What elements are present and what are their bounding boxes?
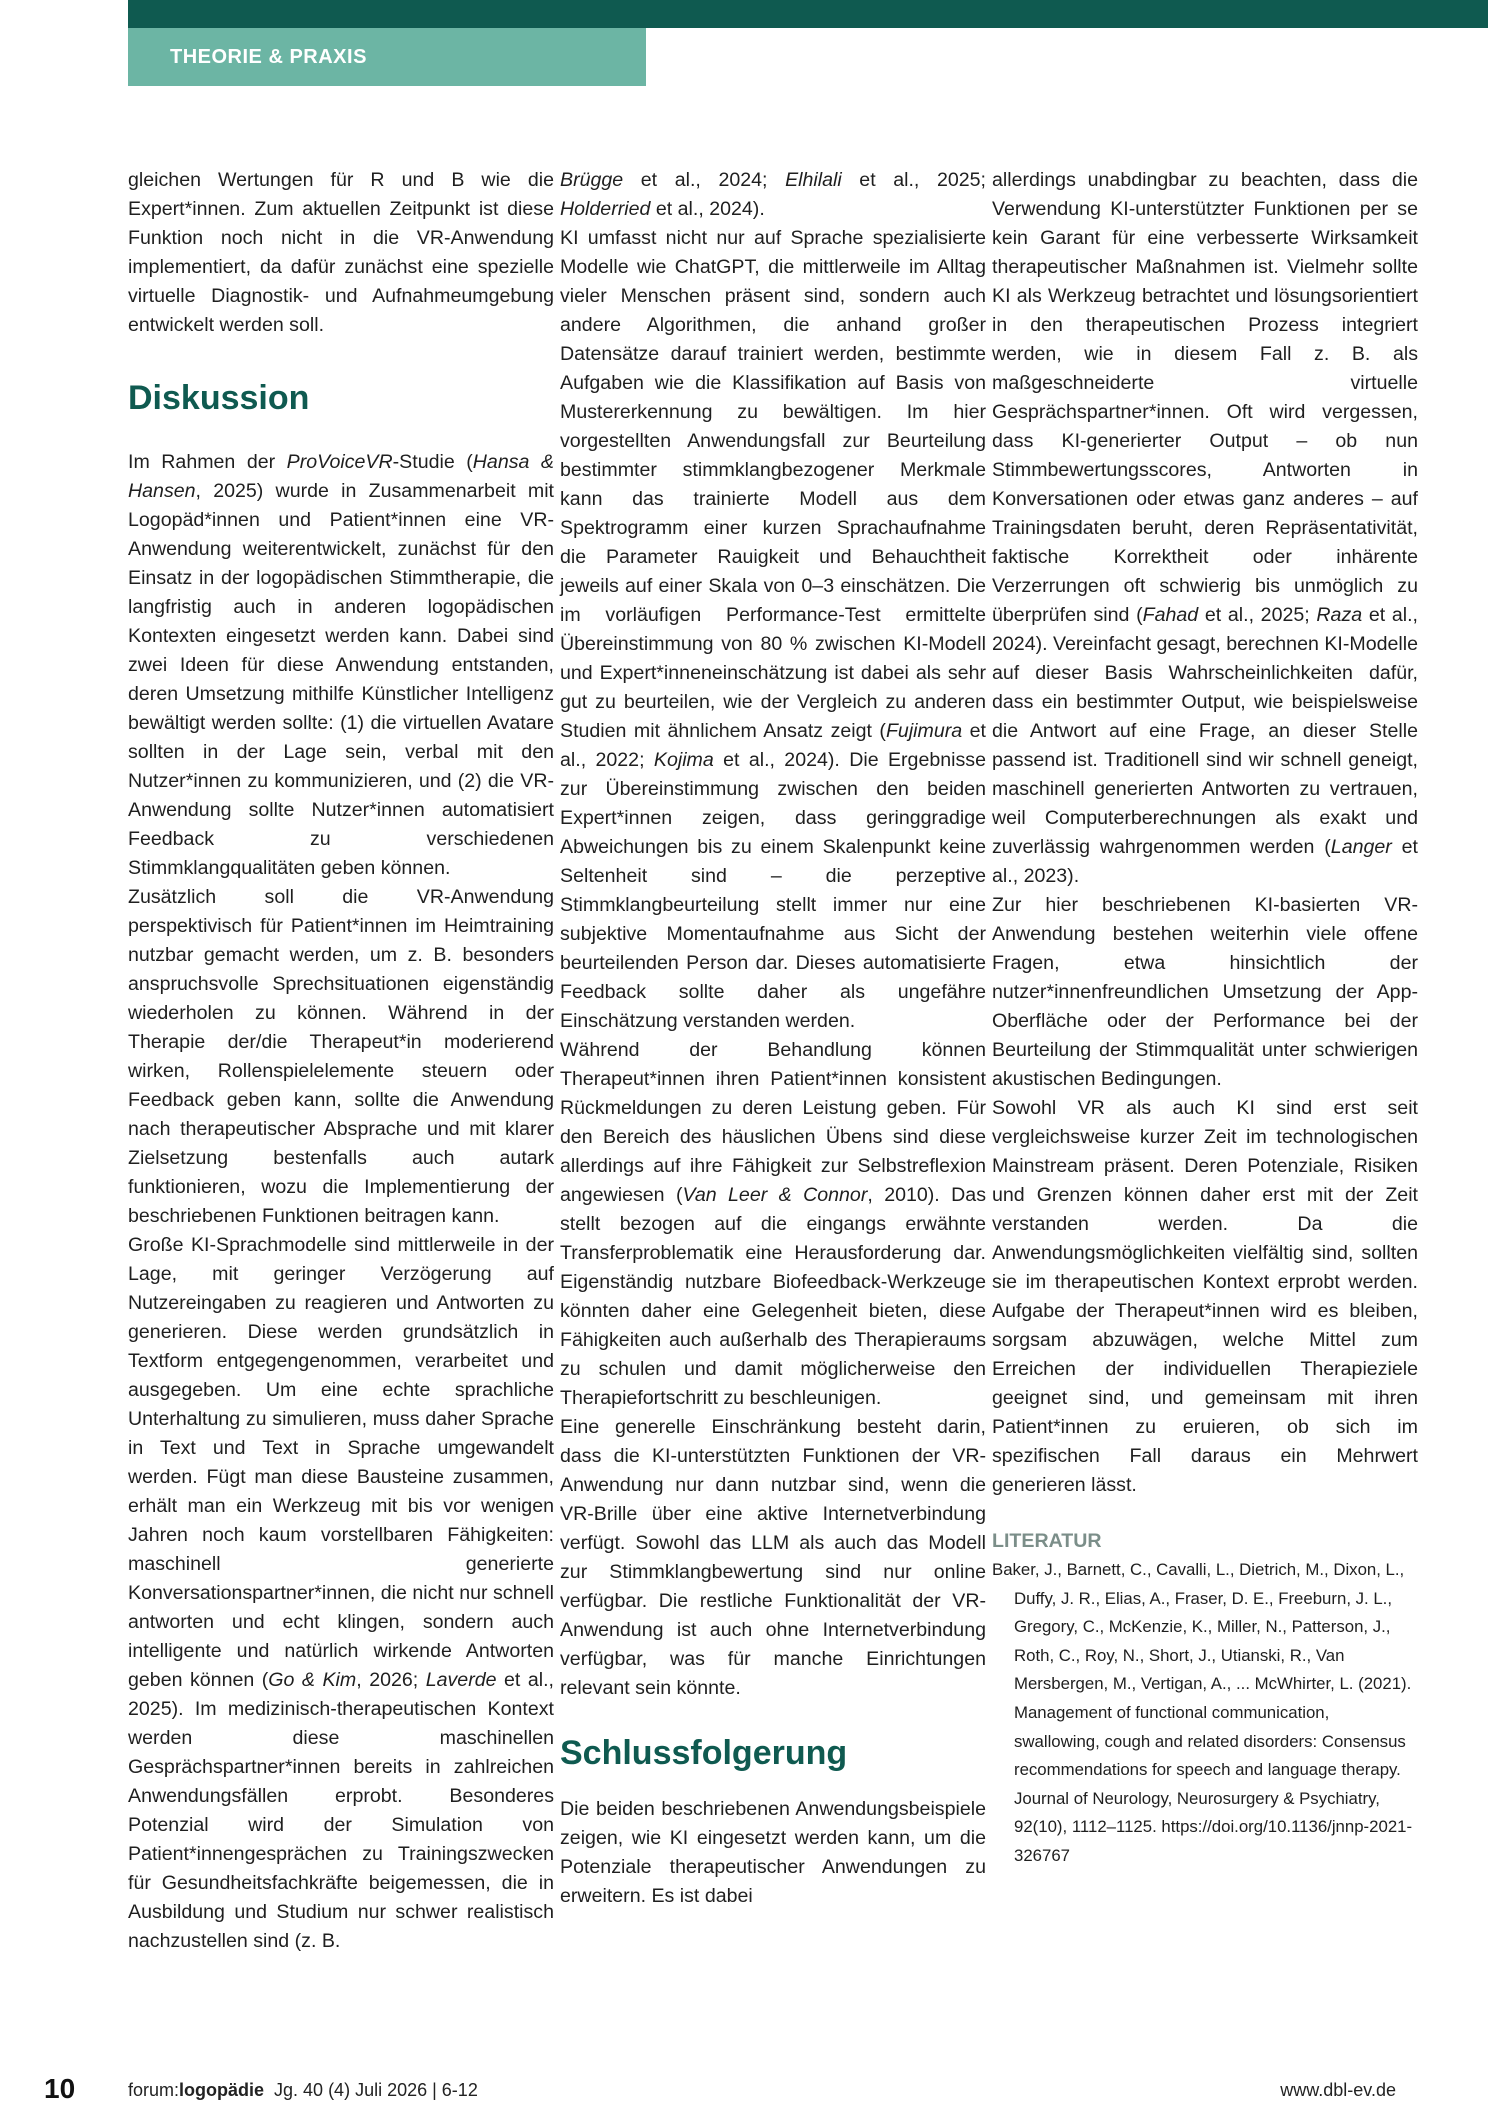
paragraph: gleichen Wertungen für R und B wie die Expert*innen. Zum aktuellen Zeitpunkt ist diese Funktion noch nicht in die VR-Anwendung implementiert, da dafür zunächst eine spezielle virtuelle Diagnostik- und Aufnahmeumgebung entwickelt werden soll. [128, 169, 554, 336]
journal-info: forum:logopädie Jg. 40 (4) Juli 2026 | 6-12 [128, 2080, 478, 2100]
paragraph: Große KI-Sprachmodelle sind mittlerweile in der Lage, mit geringer Verzögerung auf Nutzereingaben zu reagieren und Antworten zu generieren. Diese werden grundsätzlich in Textform entgegengenommen, verarbeitet und ausgegeben. Um eine echte sprachliche Unterhaltung zu simulieren, muss daher Sprache in Text und Text in Sprache umgewandelt werden. Fügt man diese Bausteine zusammen, erhält man ein Werkzeug mit bis vor wenigen Jahren noch kaum vorstellbaren Fähigkeiten: maschinell generierte Konversationspartner*innen, die nicht nur schnell antworten und echt klingen, sondern auch intelligente und natürlich wirkende Antworten geben können (Go & Kim, 2026; Laverde et al., 2025). Im medizinisch-therapeutischen Kontext werden diese maschinellen Gesprächspartner*innen bereits in zahlreichen Anwendungsfällen erprobt. Besonderes Potenzial wird der Simulation von Patient*innengesprächen zu Trainingszwecken für Gesundheitsfachkräfte beigemessen, die in Ausbildung und Studium nur schwer realistisch nachzustellen sind (z. B. [128, 1234, 554, 1952]
section-label [128, 28, 646, 86]
paragraph: Die beiden beschriebenen Anwendungsbeispiele zeigen, wie KI eingesetzt werden kann, um die Potenziale therapeutischer Anwendungen zu erweitern. Es ist dabei [560, 1798, 986, 1907]
page-footer [0, 2074, 1488, 2104]
paragraph: Im Rahmen der ProVoiceVR-Studie (Hansa & Hansen, 2025) wurde in Zusammenarbeit mit Logopäd*innen und Patient*innen eine VR-Anwendung weiterentwickelt, zunächst für den Einsatz in der logopädischen Stimmtherapie, die langfristig auch in anderen logopädischen Kontexten eingesetzt werden kann. Dabei sind zwei Ideen für diese Anwendung entstanden, deren Umsetzung mithilfe Künstlicher Intelligenz bewältigt werden sollte: (1) die virtuellen Avatare sollten in der Lage sein, verbal mit den Nutzer*innen zu kommunizieren, und (2) die VR-Anwendung sollte Nutzer*innen automatisiert Feedback zu verschiedenen Stimmklangqualitäten geben können. [128, 451, 554, 879]
paragraph: Während der Behandlung können Therapeut*innen ihren Patient*innen konsistent Rückmeldungen zu deren Leistung geben. Für den Bereich des häuslichen Übens sind diese allerdings auf ihre Fähigkeit zur Selbstreflexion angewiesen (Van Leer & Connor, 2010). Das stellt bezogen auf die eingangs erwähnte Transferproblematik eine Herausforderung dar. Eigenständig nutzbare Biofeedback-Werkzeuge könnten daher eine Gelegenheit bieten, diese Fähigkeiten auch außerhalb des Therapieraums zu schulen und damit möglicherweise den Therapiefortschritt zu beschleunigen. [560, 1039, 986, 1409]
column-1 [128, 166, 554, 1956]
page-number: 10 [44, 2073, 76, 2104]
column-3 [992, 166, 1418, 1871]
heading-schlussfolgerung: Schlussfolgerung [560, 1734, 848, 1772]
column-2 [560, 166, 986, 1911]
heading-diskussion: Diskussion [128, 379, 310, 417]
header-bar [128, 0, 1488, 28]
literature-heading: LITERATUR [992, 1530, 1102, 1552]
paragraph: Sowohl VR als auch KI sind erst seit vergleichsweise kurzer Zeit im technologischen Mainstream präsent. Deren Potenziale, Risiken und Grenzen können daher erst mit der Zeit verstanden werden. Da die Anwendungsmöglichkeiten vielfältig sind, sollten sie im therapeutischen Kontext erprobt werden. Aufgabe der Therapeut*innen wird es bleiben, sorgsam abzuwägen, welche Mittel zum Erreichen der individuellen Therapieziele geeignet sind, und gemeinsam mit ihren Patient*innen zu eruieren, ob sich im spezifischen Fall daraus ein Mehrwert generieren lässt. [992, 1097, 1418, 1496]
reference-entry: Baker, J., Barnett, C., Cavalli, L., Dietrich, M., Dixon, L., Duffy, J. R., Elias, A., Fraser, D. E., Freeburn, J. L., Gregory, C., McKenzie, K., Miller, N., Patterson, J., Roth, C., Roy, N., Short, J., Utianski, R., Van Mersbergen, M., Vertigan, A., ... McWhirter, L. (2021). Management of functional communication, swallowing, cough and related disorders: Consensus recommendations for speech and language therapy. Journal of Neurology, Neurosurgery & Psychiatry, 92(10), 1112–1125. https://doi.org/10.1136/jnnp-2021-326767 [992, 1560, 1413, 1865]
paragraph: allerdings unabdingbar zu beachten, dass die Verwendung KI-unterstützter Funktionen per se kein Garant für eine verbesserte Wirksamkeit therapeutischer Maßnahmen ist. Vielmehr sollte KI als Werkzeug betrachtet und lösungsorientiert in den therapeutischen Prozess integriert werden, wie in diesem Fall z. B. als maßgeschneiderte virtuelle Gesprächspartner*innen. Oft wird vergessen, dass KI-generierter Output – ob nun Stimmbewertungsscores, Antworten in Konversationen oder etwas ganz anderes – auf Trainingsdaten beruht, deren Repräsentativität, faktische Korrektheit oder inhärente Verzerrungen oft schwierig bis unmöglich zu überprüfen sind (Fahad et al., 2025; Raza et al., 2024). Vereinfacht gesagt, berechnen KI-Modelle auf dieser Basis Wahrscheinlichkeiten dafür, dass ein bestimmter Output, wie beispielsweise die Antwort auf eine Frage, an dieser Stelle passend ist. Traditionell sind wir schnell geneigt, maschinell generierten Antworten zu vertrauen, weil Computerberechnungen als exakt und zuverlässig wahrgenommen werden (Langer et al., 2023). [992, 169, 1418, 887]
paragraph: KI umfasst nicht nur auf Sprache spezialisierte Modelle wie ChatGPT, die mittlerweile im Alltag vieler Menschen präsent sind, sondern auch andere Algorithmen, die anhand großer Datensätze darauf trainiert werden, bestimmte Aufgaben wie die Klassifikation auf Basis von Mustererkennung zu bewältigen. Im hier vorgestellten Anwendungsfall zur Beurteilung bestimmter stimmklangbezogener Merkmale kann das trainierte Modell aus dem Spektrogramm einer kurzen Sprachaufnahme die Parameter Rauigkeit und Behauchtheit jeweils auf einer Skala von 0–3 einschätzen. Die im vorläufigen Performance-Test ermittelte Übereinstimmung von 80 % zwischen KI-Modell und Expert*inneneinschätzung ist dabei als sehr gut zu beurteilen, wie der Vergleich zu anderen Studien mit ähnlichem Ansatz zeigt (Fujimura et al., 2022; Kojima et al., 2024). Die Ergebnisse zur Übereinstimmung zwischen den beiden Expert*innen zeigen, dass geringgradige Abweichungen bis zu einem Skalenpunkt keine Seltenheit sind – die perzeptive Stimmklangbeurteilung stellt immer nur eine subjektive Momentaufnahme aus Sicht der beurteilenden Person dar. Dieses automatisierte Feedback sollte daher als ungefähre Einschätzung verstanden werden. [560, 227, 986, 1032]
website-link[interactable]: www.dbl-ev.de [1280, 2080, 1396, 2100]
section-label-text: THEORIE & PRAXIS [170, 45, 367, 68]
paragraph: Eine generelle Einschränkung besteht darin, dass die KI-unterstützten Funktionen der VR-Anwendung nur dann nutzbar sind, wenn die VR-Brille über eine aktive Internetverbindung verfügt. Sowohl das LLM als auch das Modell zur Stimmklangbewertung sind nur online verfügbar. Die restliche Funktionalität der VR-Anwendung ist auch ohne Internetverbindung verfügbar, was für manche Einrichtungen relevant sein könnte. [560, 1416, 986, 1699]
paragraph: Brügge et al., 2024; Elhilali et al., 2025; Holderried et al., 2024). [560, 169, 987, 220]
paragraph: Zur hier beschriebenen KI-basierten VR-Anwendung bestehen weiterhin viele offene Fragen, etwa hinsichtlich der nutzer*innenfreundlichen Umsetzung der App-Oberfläche oder der Performance bei der Beurteilung der Stimmqualität unter schwierigen akustischen Bedingungen. [992, 894, 1418, 1090]
paragraph: Zusätzlich soll die VR-Anwendung perspektivisch für Patient*innen im Heimtraining nutzbar gemacht werden, um z. B. besonders anspruchsvolle Sprechsituationen eigenständig wiederholen zu können. Während in der Therapie der/die Therapeut*in moderierend wirken, Rollenspielelemente steuern oder Feedback geben kann, sollte die Anwendung nach therapeutischer Absprache und mit klarer Zielsetzung bestenfalls auch autark funktionieren, wozu die Implementierung der beschriebenen Funktionen beitragen kann. [128, 886, 554, 1227]
